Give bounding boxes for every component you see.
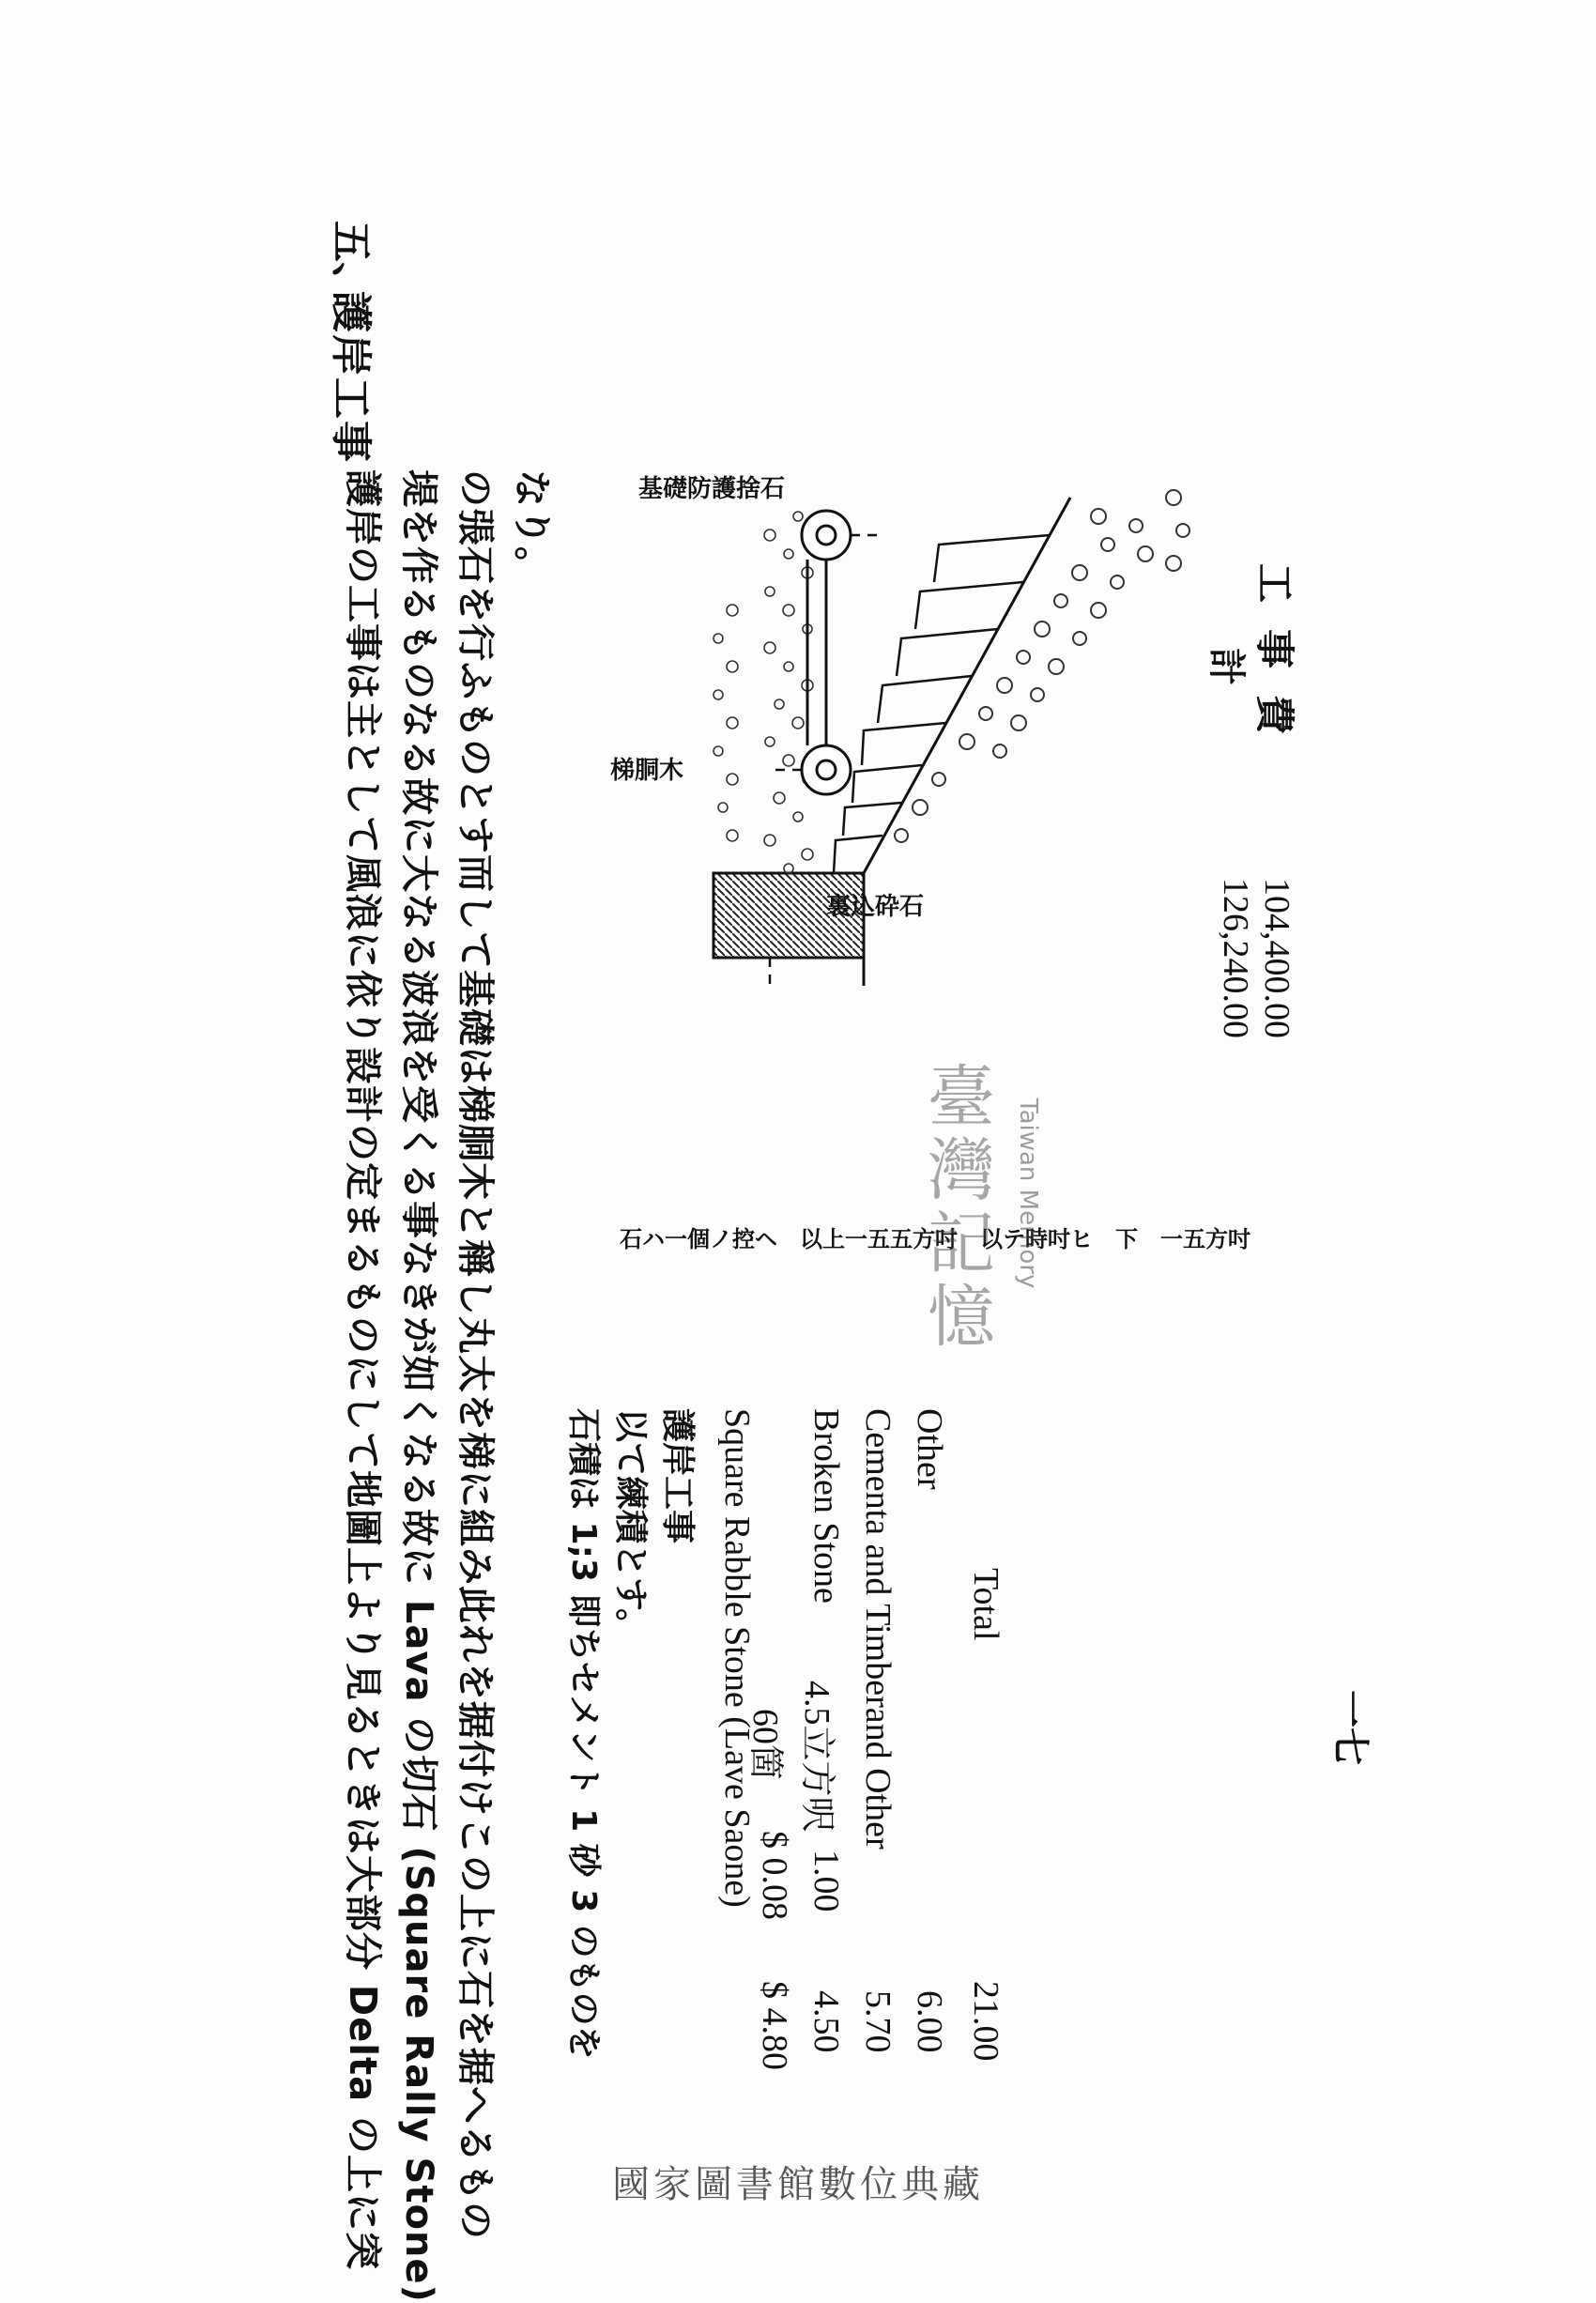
label-foundation: 基礎防護捨石 [638,475,786,503]
prev-cost-label: 工事費 [1251,563,1297,761]
prev-total-amount: 126,240.00 [1216,878,1255,1038]
footer-collection-name: 國家圖書館數位典藏 [612,2163,984,2206]
watermark-subtext: Taiwan Memory [1014,1098,1042,1289]
paragraph-line-3: の張石を行ふものとす而して基礎は梯胴木と稱し丸太を梯に組み此れを据付けこの上に石を据へるもの [453,469,497,2240]
paragraph-line-4: なり。 [510,469,553,585]
page-number: 一七 [1328,1690,1372,1765]
total-label: Total [966,1568,1005,1641]
row-2-qty: 4.5立方呎 [797,1681,836,1833]
row-1-qty: 60箇 [745,1709,785,1781]
row-1-item: Square Rabble Stone (Lave Saone) [717,1408,757,1908]
prev-cost-amount: 104,400.00 [1257,878,1297,1038]
label-stone-note: 石ハ一個ノ控ヘ 以上一五五方吋 以テ時吋ヒ 下 一五方吋 [620,1226,1251,1252]
slope-face [864,498,1070,873]
revetment-diagram [657,460,1296,986]
row-2-item: Broken Stone [806,1408,846,1604]
watermark-text: 臺灣記憶 [916,1061,995,1354]
label-backfill: 裏込砕石 [826,893,925,921]
paragraph-line-1: 護岸の工事は主として風浪に依り設計の定まるものにして地圖上より見るときは大部分 Delta の上に突 [341,469,384,2271]
ladder-timbers [802,511,851,794]
rubble-backfill [895,490,1189,842]
taiwan-memory-watermark [826,1061,1042,1371]
row-3-amount: 5.70 [858,1990,898,2053]
masonry-note-1: 石積は 1;3 即ちセメント 1 砂 3 のものを [564,1408,603,2060]
total-amount: 21.00 [966,1981,1005,2062]
row-1-amount: $ 4.80 [755,1981,794,2070]
row-4-amount: 6.00 [910,1990,949,2053]
section-title: 護岸工事 [327,291,375,464]
row-4-item: Other [910,1408,949,1490]
cost-table-title: 護岸工事 [658,1408,697,1544]
row-2-amount: 4.50 [806,1990,846,2053]
section-number: 五、 [327,221,375,303]
paragraph-line-2: 堤を作るものなる故に大なる波浪を受くる事なきが如くなる故に Lava の切石 (Square Rally Stone) [397,469,440,2303]
foundation-rubble [714,512,813,873]
row-3-item: Cementa and Timberand Other [858,1408,898,1850]
label-ladder-timber: 梯胴木 [610,757,684,785]
row-2-unit: 1.00 [806,1850,846,1912]
facing-stones [834,535,1050,873]
row-1-unit: $ 0.08 [755,1831,794,1920]
masonry-note-2: 以て練積とす。 [611,1408,650,1643]
prev-total-label: 計 [1205,648,1248,685]
